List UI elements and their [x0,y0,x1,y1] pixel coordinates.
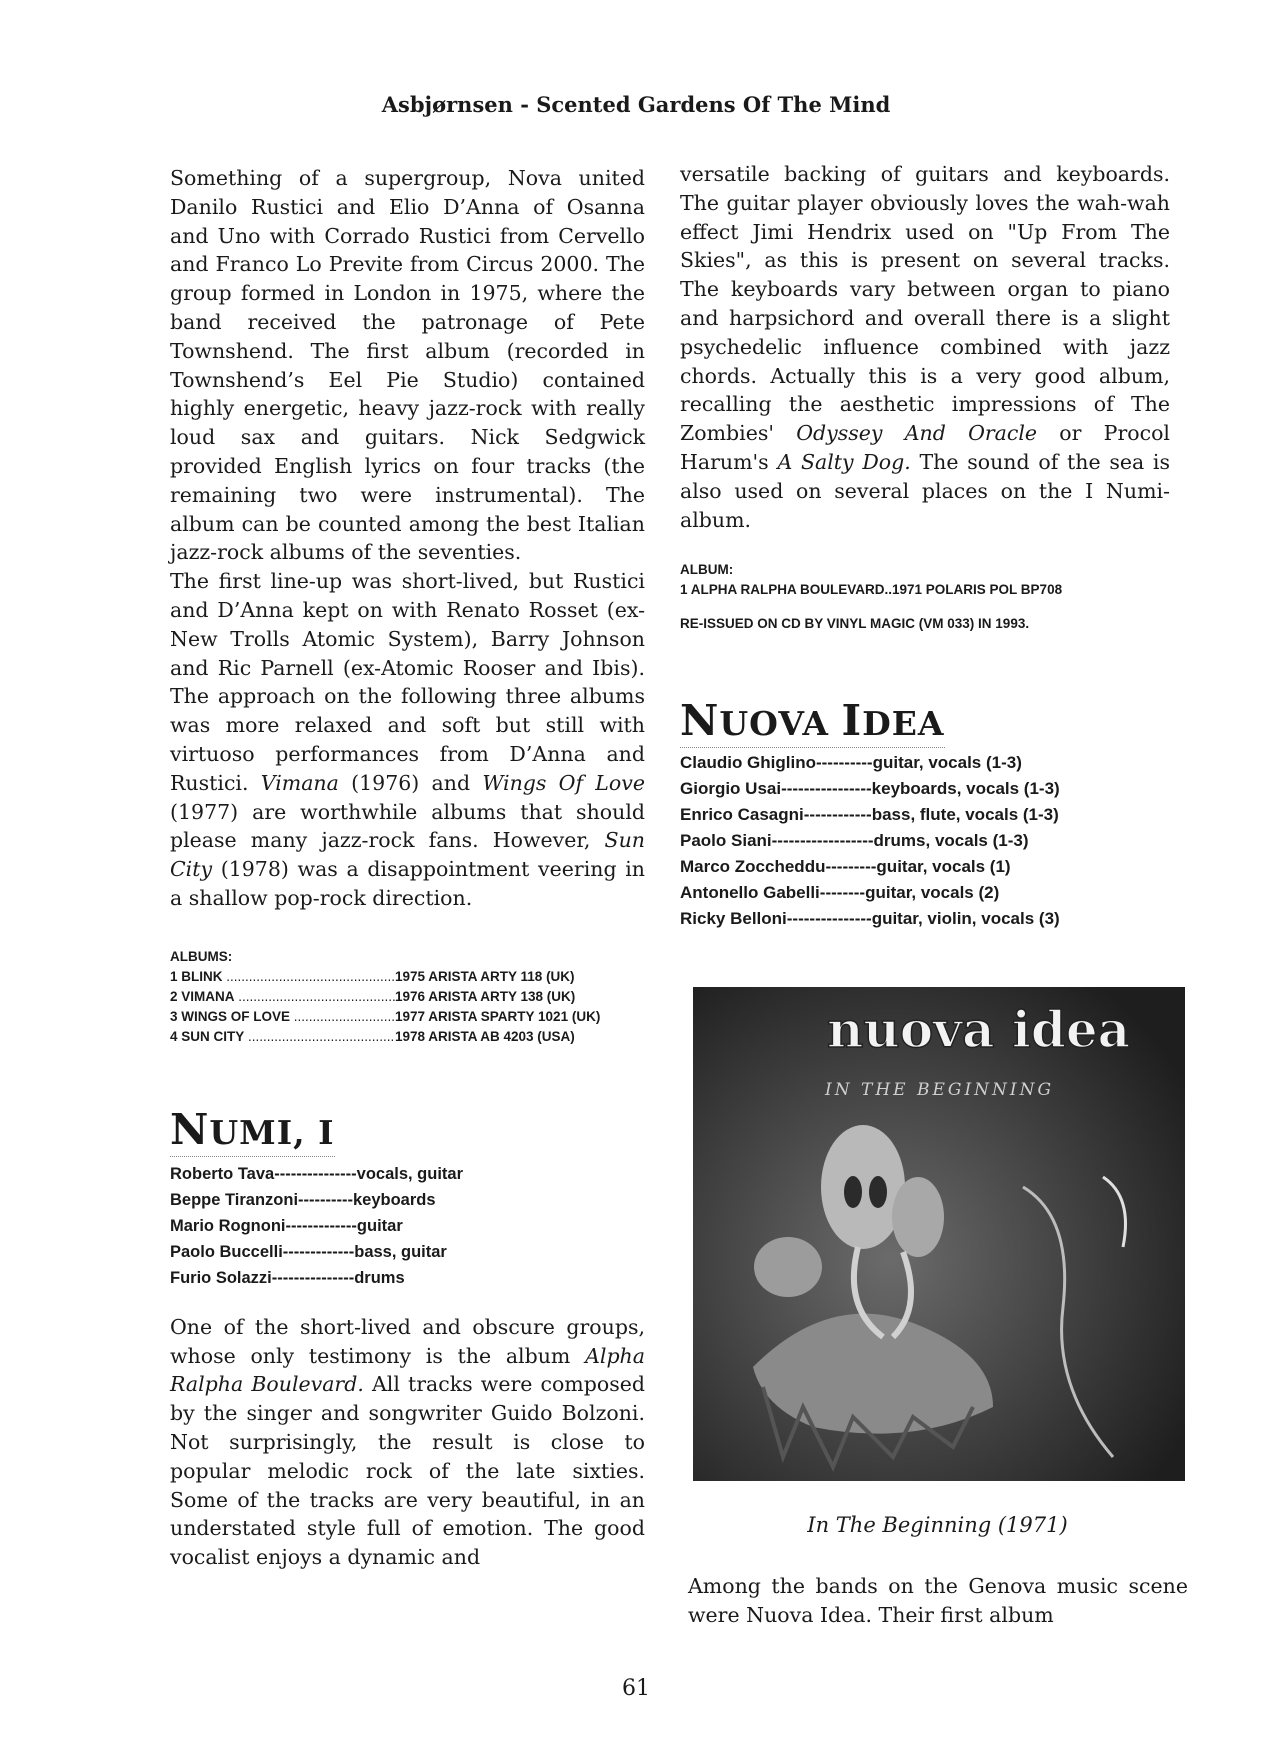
member-role: guitar [356,1216,403,1235]
title-initial: N [170,1104,210,1154]
album-cover-art [693,987,1185,1481]
member-role: drums [354,1268,405,1287]
alien-eye [844,1176,862,1208]
album-title-a-salty-dog: A Salty Dog. [777,449,911,474]
lineup-row [680,776,1170,802]
band-title-numi [170,1105,335,1157]
numi-discography [680,560,1170,634]
reissue-note: RE-ISSUED ON CD BY VINYL MAGIC (VM 033) IN 1993. [680,616,1030,632]
dash-leader: --------- [825,857,877,877]
lineup-row [170,1265,645,1291]
dash-leader: --------------- [271,1268,355,1287]
text-run: The sound of the sea is also used on several places on the I Numi-album. [680,449,1170,532]
cover-logo: nuova idea [827,1000,1131,1059]
member-role: keyboards, vocals (1-3) [871,779,1060,799]
album-title: 4 SUN CITY ..... [170,1027,395,1047]
album-title-wings-of-love: Wings Of Love [482,770,645,795]
nova-paragraph-1: Something of a supergroup, Nova united Danilo Rustici and Elio D’Anna of Osanna and Uno with Corrado Rustici from Cervello and Franco Lo Previte from Circus 2000. The group formed in London in 1975, where the band received the patronage of Pete Townshend. The first album (recorded in Townshend’s Eel Pie Studio) contained highly energetic, heavy jazz-rock with really loud sax and guitars. Nick Sedgwick provided English lyrics on four tracks (the remaining two were instrumental). The album can be counted among the best Italian jazz-rock albums of the seventies. [170,166,645,565]
text-run: (1976) and [338,770,483,795]
dash-leader: ------------ [803,805,872,825]
member-role: vocals, guitar [356,1164,464,1183]
second-head [892,1177,944,1257]
album-title-sun-city: Sun City [170,828,645,882]
discography-row [170,1007,645,1027]
dash-leader: ---------- [815,753,873,773]
text-run: (1977) are worthwhile albums that should please many jazz-rock fans. However, [170,799,645,853]
text-run: or Procol Harum's [680,421,1170,474]
album-title: 3 WINGS OF LOVE ..... [170,1007,395,1027]
numi-section [170,1105,645,1572]
album-info: 1975 ARISTA ARTY 118 (UK) [395,968,575,984]
left-column [170,164,645,1572]
text-run: The first line-up was short-lived, but Rustici and D’Anna kept on with Renato Rosset (ex-New Trolls Atomic System), Barry Johnson and Ric Parnell (ex-Atomic Rooser and Ibis). The approach on the following three albums was more relaxed and soft but still with virtuoso performances from D’Anna and Rustici. [170,569,645,795]
lineup-row [680,880,1170,906]
dash-leader: -------- [819,883,866,903]
discography-row [170,1027,645,1047]
member-name: Marco Zoccheddu [680,857,826,877]
lineup-row [680,828,1170,854]
text-run: One of the short-lived and obscure groups, whose only testimony is the album [170,1314,645,1368]
member-name: Giorgio Usai [680,779,782,799]
nuova-idea-section [680,696,1170,932]
discography-row [170,987,645,1007]
lineup-row [680,802,1170,828]
dash-leader: ------------- [285,1216,357,1235]
member-role: bass, flute, vocals (1-3) [871,805,1059,825]
member-role: guitar, vocals (2) [865,883,1000,903]
album-title: 1 BLINK ..... [170,967,395,987]
lineup-row [170,1161,645,1187]
nova-discography [170,947,645,1047]
dash-leader: --------------- [274,1164,357,1183]
nuova-idea-paragraph: Among the bands on the Genova music scene were Nuova Idea. Their first album [688,1574,1188,1627]
album-title: 2 VIMANA ..... [170,987,395,1007]
skull [754,1237,822,1297]
nuova-idea-lineup [680,750,1170,932]
member-role: guitar, violin, vocals (3) [871,909,1060,929]
album-title-vimana: Vimana [260,770,339,795]
album-info: 1976 ARISTA ARTY 138 (UK) [395,988,576,1004]
numi-paragraph [170,1313,645,1572]
member-name: Antonello Gabelli [680,883,820,903]
member-name: Paolo Siani [680,831,772,851]
album-info: 1977 ARISTA SPARTY 1021 (UK) [395,1008,601,1024]
member-role: guitar, vocals (1) [876,857,1011,877]
member-name: Furio Solazzi [170,1268,272,1287]
page-number: 61 [622,1676,650,1701]
dash-leader: --------------- [786,909,872,929]
member-name: Claudio Ghiglino [680,753,816,773]
lineup-row [170,1187,645,1213]
alien-head [821,1125,905,1249]
cover-subtitle: IN THE BEGINNING [825,1080,1055,1100]
member-name: Paolo Buccelli [170,1242,283,1261]
image-caption: In The Beginning (1971) [807,1513,1068,1537]
member-name: Mario Rognoni [170,1216,286,1235]
lineup-row [680,750,1170,776]
text-run: versatile backing of guitars and keyboards. The guitar player obviously loves the wah-wah effect Jimi Hendrix used on "Up From The Skies", as this is present on several tracks. The keyboards vary between organ to piano and harpsichord and overall there is a slight psychedelic influence combined with jazz chords. Actually this is a very good album, recalling the aesthetic impressions of The Zombies' [680,162,1170,446]
albums-label: ALBUMS: [170,948,233,964]
member-role: guitar, vocals (1-3) [872,753,1022,773]
lineup-row [170,1239,645,1265]
member-role: drums, vocals (1-3) [873,831,1029,851]
nova-paragraph-2 [170,567,645,913]
member-role: keyboards [353,1190,436,1209]
member-name: Roberto Tava [170,1164,275,1183]
numi-paragraph-continued [680,160,1170,534]
band-title-nuova-idea [680,696,945,748]
album-cover-image [693,987,1185,1481]
alien-eye [869,1176,887,1208]
member-role: bass, guitar [354,1242,447,1261]
dash-leader: ------------------ [771,831,874,851]
member-name: Beppe Tiranzoni [170,1190,299,1209]
right-column [680,160,1170,932]
lineup-row [680,854,1170,880]
text-run: All tracks were composed by the singer and songwriter Guido Bolzoni. Not surprisingly, the result is close to popular melodic rock of the late sixties. Some of the tracks are very beautiful, in an understated style full of emotion. The good vocalist enjoys a dynamic and [170,1372,645,1570]
text-run: (1978) was a disappointment veering in a shallow pop-rock direction. [170,857,645,910]
title-rest: DEA [862,704,945,744]
member-name: Enrico Casagni [680,805,804,825]
lineup-row [170,1213,645,1239]
running-header: Asbjørnsen - Scented Gardens Of The Mind [381,92,891,117]
discography-row [170,967,645,987]
title-rest: UMI, I [209,1112,335,1152]
lineup-row [680,906,1170,932]
dash-leader: ---------- [298,1190,353,1209]
title-initial: N [680,696,720,746]
title-initial: I [841,696,863,746]
album-info: 1978 ARISTA AB 4203 (USA) [395,1028,575,1044]
numi-lineup [170,1161,645,1291]
member-name: Ricky Belloni [680,909,787,929]
album-entry: 1 ALPHA RALPHA BOULEVARD..1971 POLARIS POL BP708 [680,582,1063,598]
album-label: ALBUM: [680,562,734,578]
album-title-alpha-ralpha: Alpha Ralpha Boulevard. [170,1343,645,1397]
dash-leader: ---------------- [781,779,872,799]
dash-leader: ------------- [282,1242,355,1261]
album-title-odyssey-and-oracle: Odyssey And Oracle [796,421,1038,446]
title-rest: UOVA [719,704,842,744]
